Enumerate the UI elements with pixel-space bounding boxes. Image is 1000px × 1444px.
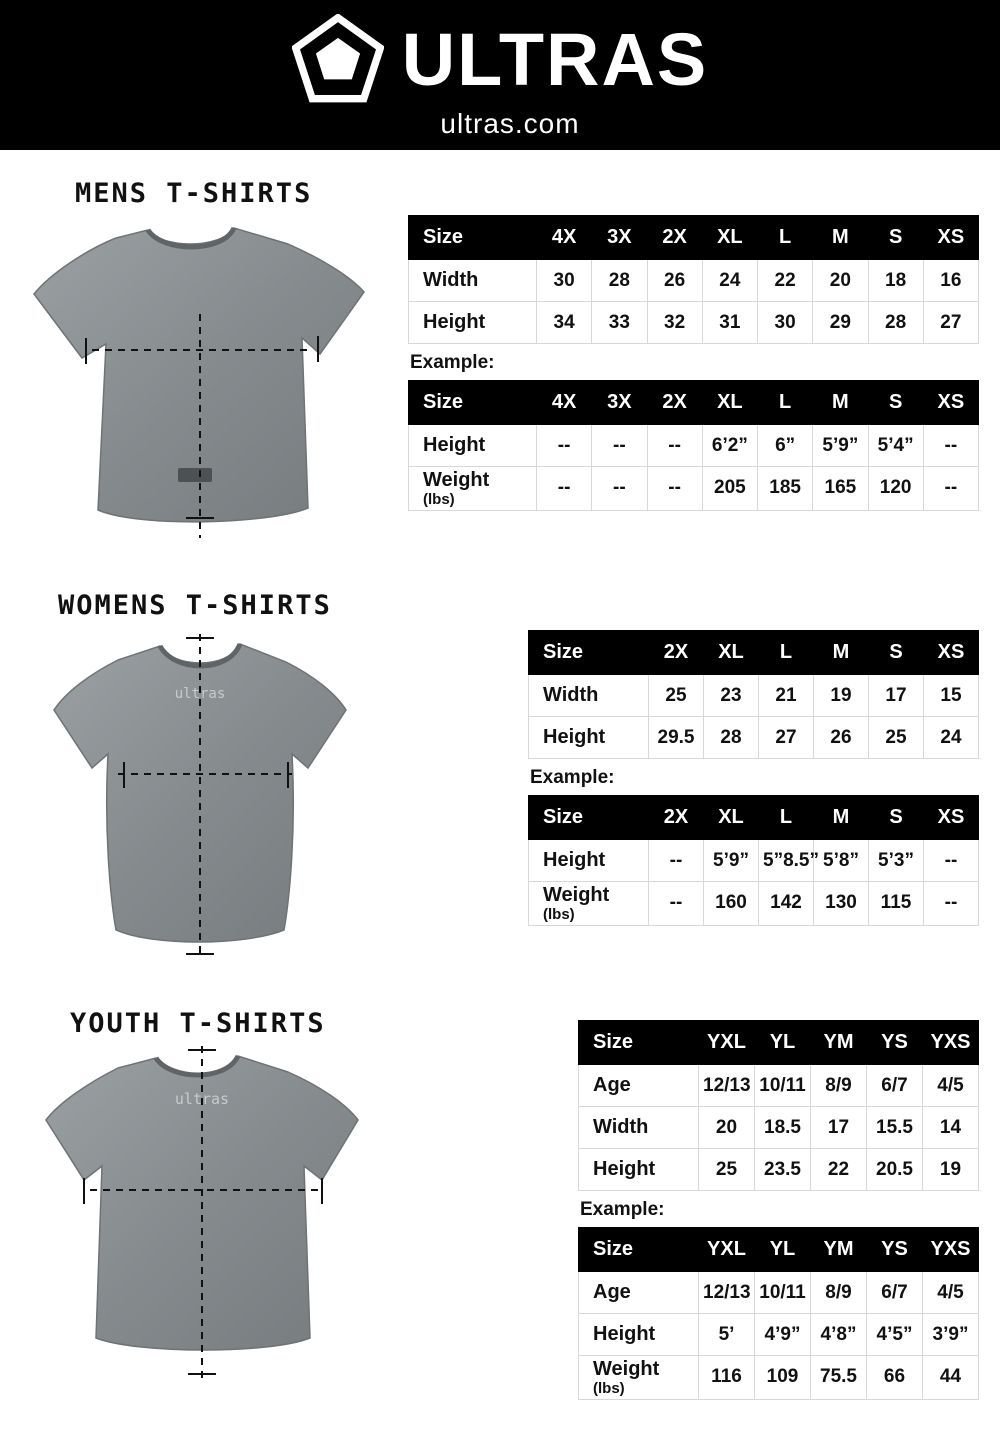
cell: 17 [811, 1107, 867, 1149]
svg-text:ultras: ultras [174, 686, 226, 702]
table-row [579, 1065, 979, 1107]
cell: 19 [814, 675, 869, 717]
row-label-weight-unit: (lbs) [423, 491, 455, 508]
cell: 14 [923, 1107, 979, 1149]
cell: 5”8.5” [759, 840, 814, 882]
cell: 18 [868, 260, 923, 302]
example-label-youth: Example: [580, 1199, 665, 1220]
row-label-weight [409, 467, 537, 511]
th-l: L [759, 796, 814, 840]
cell: 29 [813, 302, 868, 344]
th-2x: 2X [647, 216, 702, 260]
th-l: L [758, 381, 813, 425]
th-size: Size [409, 216, 537, 260]
cell: 29.5 [649, 717, 704, 759]
th-4x: 4X [537, 381, 592, 425]
th-s: S [868, 381, 923, 425]
cell: 8/9 [811, 1065, 867, 1107]
womens-tshirt-svg [40, 628, 360, 978]
th-yxs: YXS [923, 1021, 979, 1065]
th-xs: XS [923, 216, 978, 260]
cell: 17 [869, 675, 924, 717]
cell: 6’2” [702, 425, 757, 467]
cell: 185 [758, 467, 813, 511]
table-row [579, 1107, 979, 1149]
th-ys: YS [867, 1228, 923, 1272]
cell: -- [537, 467, 592, 511]
cell: 25 [869, 717, 924, 759]
cell: 130 [814, 882, 869, 926]
row-label-height: Height [579, 1314, 699, 1356]
cell: 24 [702, 260, 757, 302]
cell: 32 [647, 302, 702, 344]
th-xl: XL [704, 631, 759, 675]
cell: 5’ [699, 1314, 755, 1356]
youth-example-table [578, 1227, 979, 1400]
th-size: Size [529, 631, 649, 675]
page-header [0, 0, 1000, 150]
th-2x: 2X [647, 381, 702, 425]
table-row [579, 1314, 979, 1356]
cell: 8/9 [811, 1272, 867, 1314]
cell: -- [923, 425, 978, 467]
cell: 16 [923, 260, 978, 302]
row-label-weight [529, 882, 649, 926]
cell: 28 [704, 717, 759, 759]
brand-block [0, 14, 1000, 140]
table-row [409, 425, 979, 467]
cell: 27 [759, 717, 814, 759]
row-label-age: Age [579, 1272, 699, 1314]
th-l: L [759, 631, 814, 675]
pentagon-logo-icon [292, 14, 384, 106]
row-label-width: Width [409, 260, 537, 302]
row-label-width: Width [529, 675, 649, 717]
womens-tables [528, 630, 978, 926]
cell: 22 [811, 1149, 867, 1191]
th-ym: YM [811, 1228, 867, 1272]
cell: 15.5 [867, 1107, 923, 1149]
row-label-height: Height [529, 840, 649, 882]
brand-url: ultras.com [440, 108, 580, 139]
cell: 5’9” [813, 425, 868, 467]
cell: 10/11 [755, 1272, 811, 1314]
cell: 6/7 [867, 1272, 923, 1314]
row-label-weight-text: Weight [543, 884, 610, 906]
th-2x: 2X [649, 631, 704, 675]
cell: 18.5 [755, 1107, 811, 1149]
youth-tables [578, 1020, 978, 1400]
mens-size-table [408, 215, 979, 344]
cell: 116 [699, 1356, 755, 1400]
cell: 75.5 [811, 1356, 867, 1400]
cell: 4’5” [867, 1314, 923, 1356]
mens-example-table [408, 380, 979, 511]
th-size: Size [579, 1021, 699, 1065]
th-2x: 2X [649, 796, 704, 840]
table-header-row [579, 1228, 979, 1272]
th-yl: YL [755, 1021, 811, 1065]
cell: -- [537, 425, 592, 467]
table-row [579, 1149, 979, 1191]
mens-tables [408, 215, 978, 511]
row-label-height: Height [529, 717, 649, 759]
cell: -- [592, 425, 647, 467]
table-header-row [409, 381, 979, 425]
cell: -- [924, 840, 979, 882]
womens-size-table [528, 630, 979, 759]
th-4x: 4X [537, 216, 592, 260]
th-xl: XL [702, 381, 757, 425]
table-header-row [529, 631, 979, 675]
cell: 20 [699, 1107, 755, 1149]
table-row [579, 1272, 979, 1314]
table-header-row [409, 216, 979, 260]
row-label-weight-unit: (lbs) [543, 906, 575, 923]
cell: 160 [704, 882, 759, 926]
table-row [529, 717, 979, 759]
row-label-weight [579, 1356, 699, 1400]
cell: 4/5 [923, 1065, 979, 1107]
cell: 34 [537, 302, 592, 344]
cell: 33 [592, 302, 647, 344]
table-header-row [529, 796, 979, 840]
cell: 22 [758, 260, 813, 302]
th-yxl: YXL [699, 1021, 755, 1065]
th-yxs: YXS [923, 1228, 979, 1272]
th-3x: 3X [592, 381, 647, 425]
svg-text:ultras: ultras [174, 1090, 230, 1108]
cell: 6” [758, 425, 813, 467]
cell: 142 [759, 882, 814, 926]
table-row [529, 882, 979, 926]
section-title-mens: MENS T-SHIRTS [75, 178, 313, 209]
row-label-weight-unit: (lbs) [593, 1380, 625, 1397]
cell: 30 [758, 302, 813, 344]
th-ys: YS [867, 1021, 923, 1065]
row-label-weight-text: Weight [593, 1358, 660, 1380]
th-s: S [869, 631, 924, 675]
cell: 4/5 [923, 1272, 979, 1314]
cell: 5’4” [868, 425, 923, 467]
cell: 10/11 [755, 1065, 811, 1107]
row-label-width: Width [579, 1107, 699, 1149]
cell: 5’9” [704, 840, 759, 882]
cell: 26 [814, 717, 869, 759]
brand-name: ULTRAS [401, 18, 709, 101]
th-s: S [868, 216, 923, 260]
cell: 4’9” [755, 1314, 811, 1356]
section-title-youth: YOUTH T-SHIRTS [70, 1008, 326, 1039]
cell: 28 [868, 302, 923, 344]
cell: 120 [868, 467, 923, 511]
womens-example-table [528, 795, 979, 926]
th-s: S [869, 796, 924, 840]
th-size: Size [409, 381, 537, 425]
cell: 25 [699, 1149, 755, 1191]
cell: 4’8” [811, 1314, 867, 1356]
row-label-age: Age [579, 1065, 699, 1107]
table-row [529, 840, 979, 882]
row-label-height: Height [579, 1149, 699, 1191]
th-xs: XS [923, 381, 978, 425]
cell: 66 [867, 1356, 923, 1400]
cell: 26 [647, 260, 702, 302]
cell: 30 [537, 260, 592, 302]
cell: 15 [924, 675, 979, 717]
th-yxl: YXL [699, 1228, 755, 1272]
cell: 27 [923, 302, 978, 344]
th-3x: 3X [592, 216, 647, 260]
th-size: Size [579, 1228, 699, 1272]
womens-tshirt-illustration [40, 628, 360, 978]
cell: 23 [704, 675, 759, 717]
cell: 205 [702, 467, 757, 511]
cell: 5’3” [869, 840, 924, 882]
mens-tshirt-svg [20, 218, 380, 558]
cell: 31 [702, 302, 757, 344]
th-m: M [813, 216, 868, 260]
row-label-height: Height [409, 302, 537, 344]
youth-tshirt-svg [30, 1042, 370, 1392]
youth-size-table [578, 1020, 979, 1191]
cell: 21 [759, 675, 814, 717]
th-m: M [813, 381, 868, 425]
table-row [409, 260, 979, 302]
table-row [579, 1356, 979, 1400]
cell: 12/13 [699, 1065, 755, 1107]
th-xs: XS [924, 631, 979, 675]
cell: 109 [755, 1356, 811, 1400]
cell: 28 [592, 260, 647, 302]
th-m: M [814, 796, 869, 840]
cell: 5’8” [814, 840, 869, 882]
cell: -- [647, 467, 702, 511]
table-header-row [579, 1021, 979, 1065]
cell: 3’9” [923, 1314, 979, 1356]
cell: 115 [869, 882, 924, 926]
youth-tshirt-illustration [30, 1042, 370, 1392]
th-m: M [814, 631, 869, 675]
cell: 44 [923, 1356, 979, 1400]
cell: 24 [924, 717, 979, 759]
cell: -- [649, 840, 704, 882]
th-xl: XL [704, 796, 759, 840]
cell: 25 [649, 675, 704, 717]
example-label-womens: Example: [530, 767, 615, 788]
cell: -- [649, 882, 704, 926]
table-row [529, 675, 979, 717]
th-xs: XS [924, 796, 979, 840]
cell: 19 [923, 1149, 979, 1191]
th-xl: XL [702, 216, 757, 260]
cell: 20.5 [867, 1149, 923, 1191]
cell: -- [647, 425, 702, 467]
table-row [409, 302, 979, 344]
th-l: L [758, 216, 813, 260]
cell: -- [592, 467, 647, 511]
th-yl: YL [755, 1228, 811, 1272]
row-label-weight-text: Weight [423, 469, 490, 491]
cell: 165 [813, 467, 868, 511]
cell: 6/7 [867, 1065, 923, 1107]
table-row [409, 467, 979, 511]
cell: -- [924, 882, 979, 926]
cell: -- [923, 467, 978, 511]
row-label-height: Height [409, 425, 537, 467]
th-size: Size [529, 796, 649, 840]
cell: 20 [813, 260, 868, 302]
cell: 23.5 [755, 1149, 811, 1191]
th-ym: YM [811, 1021, 867, 1065]
cell: 12/13 [699, 1272, 755, 1314]
mens-tshirt-illustration [20, 218, 380, 558]
brand-row [292, 14, 709, 106]
example-label-mens: Example: [410, 352, 495, 373]
section-title-womens: WOMENS T-SHIRTS [58, 590, 332, 621]
